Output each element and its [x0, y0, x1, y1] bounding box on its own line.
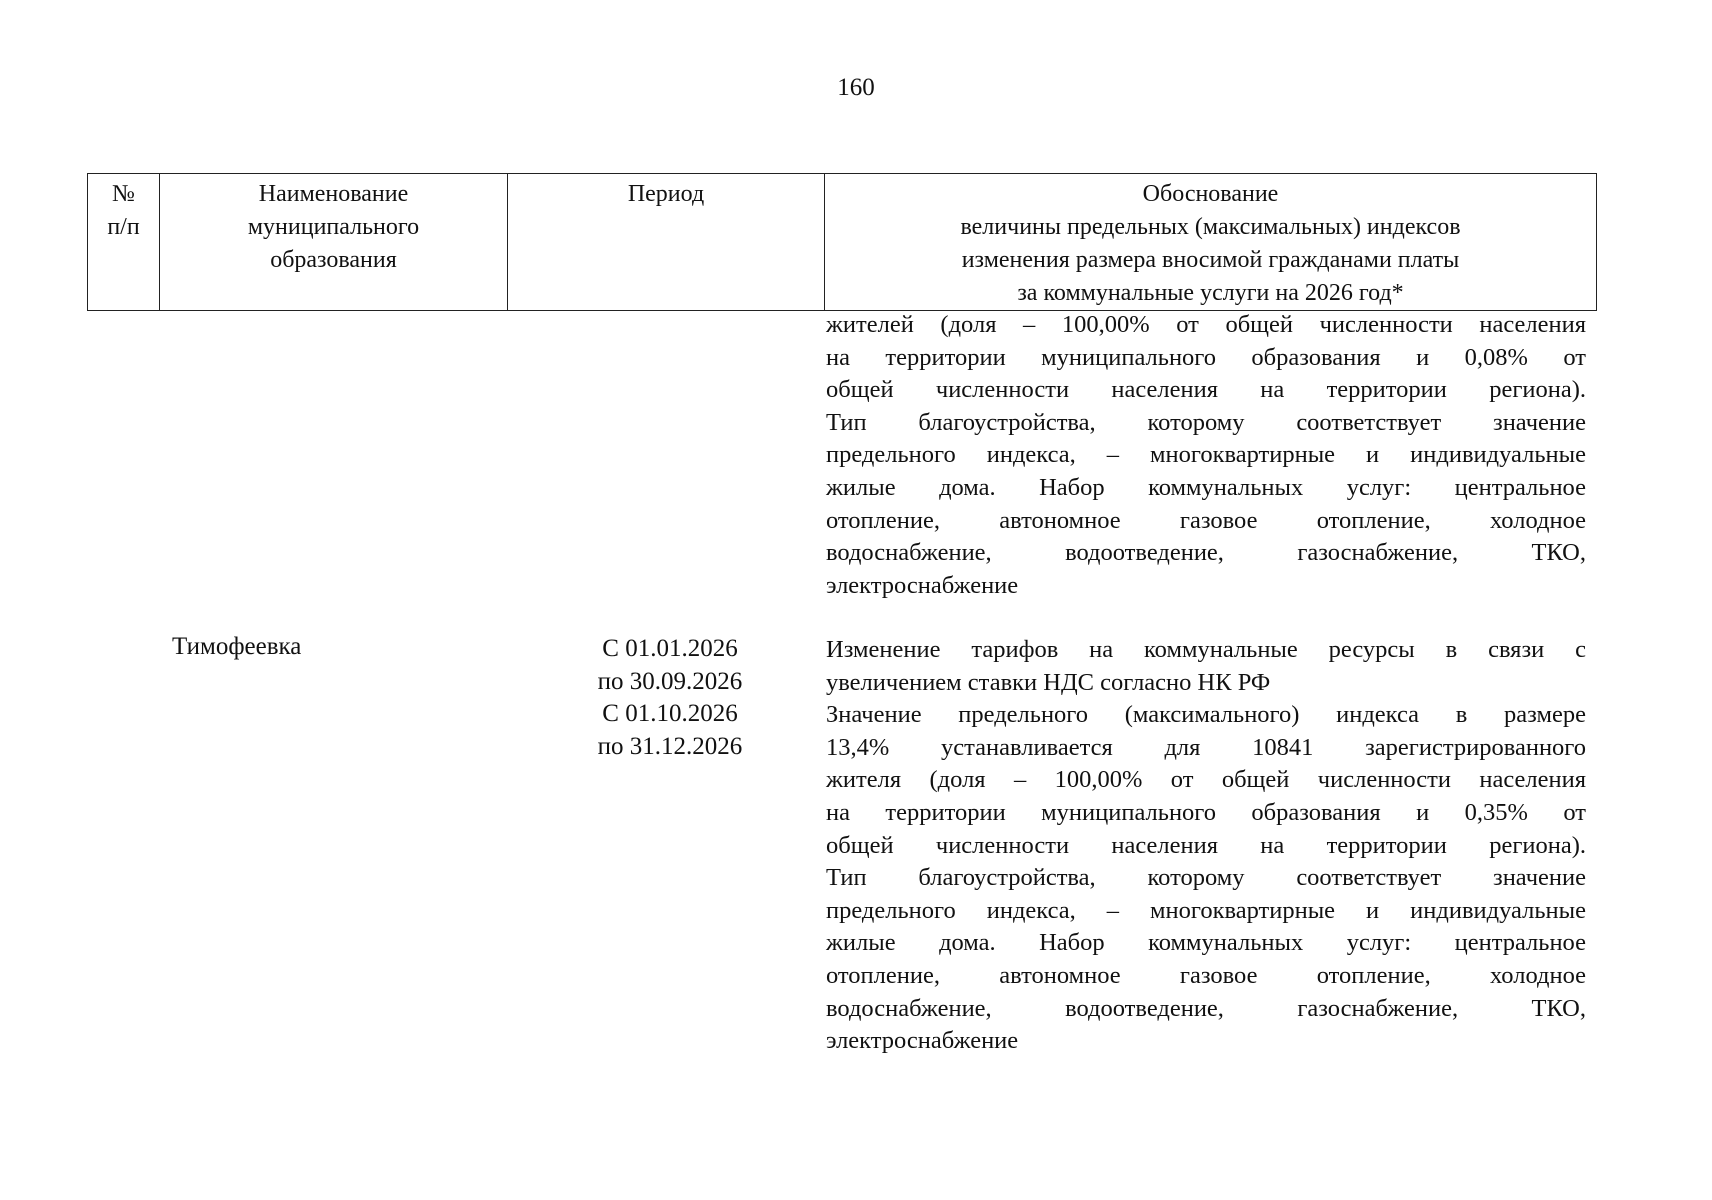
- header-num: № п/п: [88, 174, 160, 311]
- text-line: Значение предельного (максимального) индекса в размере: [826, 701, 1586, 729]
- text-line: отопление, автономное газовое отопление, холодное: [826, 961, 1586, 989]
- table-header: [87, 173, 1597, 311]
- text-line: на территории муниципального образования и 0,08% от: [826, 343, 1586, 371]
- text-line: водоснабжение, водоотведение, газоснабжение, ТКО,: [826, 994, 1586, 1022]
- text-line: жителя (доля – 100,00% от общей численности населения: [826, 766, 1586, 794]
- text-line: водоснабжение, водоотведение, газоснабжение, ТКО,: [826, 539, 1586, 567]
- text-line: на территории муниципального образования и 0,35% от: [826, 798, 1586, 826]
- text-line: общей численности населения на территории региона).: [826, 831, 1586, 859]
- municipality-name: Тимофеевка: [172, 633, 302, 660]
- row-justification: [826, 634, 1586, 1058]
- header-row: [88, 174, 1597, 311]
- text-line: предельного индекса, – многоквартирные и индивидуальные: [826, 896, 1586, 924]
- text-line: 13,4% устанавливается для 10841 зарегистрированного: [826, 733, 1586, 761]
- page-number: 160: [837, 74, 875, 101]
- header-municipality: Наименование муниципального образования: [160, 174, 508, 311]
- text-line: Тип благоустройства, которому соответствует значение: [826, 864, 1586, 892]
- text-line: электроснабжение: [826, 571, 1019, 599]
- period-value: С 01.01.2026 по 30.09.2026 С 01.10.2026 по 31.12.2026: [597, 635, 743, 760]
- header-period: Период: [508, 174, 825, 311]
- text-line: жилые дома. Набор коммунальных услуг: центральное: [826, 473, 1586, 501]
- continued-justification: [826, 309, 1586, 602]
- text-line: Изменение тарифов на коммунальные ресурсы в связи с: [826, 636, 1586, 663]
- text-line: Тип благоустройства, которому соответствует значение: [826, 408, 1586, 436]
- text-line: увеличением ставки НДС согласно НК РФ: [826, 668, 1271, 696]
- text-line: отопление, автономное газовое отопление, холодное: [826, 506, 1586, 534]
- text-line: жилые дома. Набор коммунальных услуг: центральное: [826, 929, 1586, 957]
- text-line: жителей (доля – 100,00% от общей численности населения: [826, 311, 1586, 338]
- header-justification: Обоснование величины предельных (максимальных) индексов изменения размера вносимой гражданами платы за коммунальные услуги на 2026 год*: [825, 174, 1597, 311]
- text-line: электроснабжение: [826, 1027, 1019, 1055]
- text-line: предельного индекса, – многоквартирные и индивидуальные: [826, 441, 1586, 469]
- text-line: общей численности населения на территории региона).: [826, 376, 1586, 404]
